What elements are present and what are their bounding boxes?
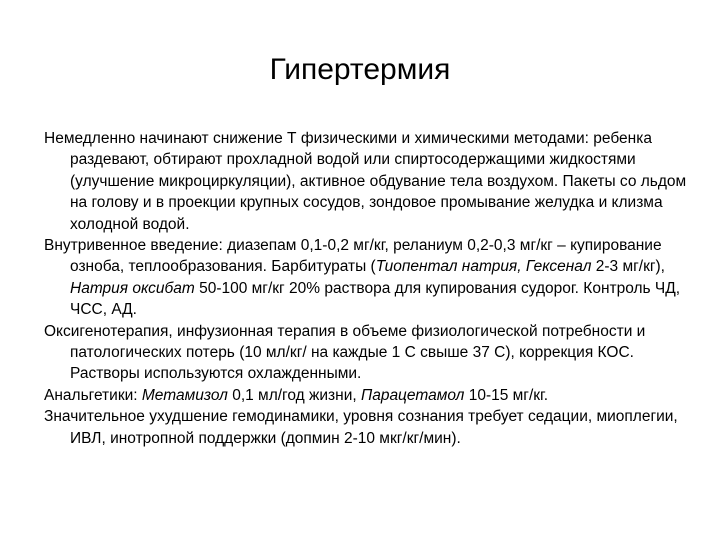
text-run: 0,1 мл/год жизни, <box>227 386 361 404</box>
text-run: Анальгетики: <box>44 386 142 404</box>
drug-name-italic: Парацетамол <box>360 386 465 404</box>
paragraph-iv-administration <box>44 235 696 321</box>
text-run: 50-100 мг/кг 20% раствора для купирования судорог. Контроль ЧД, ЧСС, АД. <box>70 279 681 319</box>
drug-name-italic: Натрия оксибат <box>70 279 195 297</box>
text-run: 2-3 мг/кг), <box>591 258 665 276</box>
text-run: Внутривенное введение: диазепам 0,1-0,2 мг/кг, реланиум 0,2-0,3 мг/кг – купирование озноба, теплообразования. Барбитураты ( <box>44 237 662 276</box>
paragraph-analgesics <box>44 385 696 406</box>
paragraph-physical-cooling <box>44 128 696 235</box>
slide-body <box>44 128 696 449</box>
drug-name-italic: Метамизол <box>141 386 228 404</box>
slide-title: Гипертермия <box>269 53 451 86</box>
text-run: Немедленно начинают снижение Т физическими и химическими методами: ребенка раздевают, обтирают прохладной водой или спиртосодержащими жидкостями (улучшение микроциркуляции), активное обдувание тела воздухом. Пакеты со льдом на голову и в проекции крупных сосудов, зондовое промывание желудка и клизма холодной водой. <box>44 130 687 233</box>
text-run: 10-15 мг/кг. <box>464 386 549 404</box>
paragraph-oxygen-therapy <box>44 321 696 385</box>
drug-name-italic: Тиопентал натрия, Гексенал <box>375 258 592 276</box>
paragraph-hemodynamics <box>44 406 696 449</box>
text-run: Значительное ухудшение гемодинамики, уровня сознания требует седации, миоплегии, ИВЛ, инотропной поддержки (допмин 2-10 мкг/кг/мин). <box>44 408 678 447</box>
text-run: Оксигенотерапия, инфузионная терапия в объеме физиологической потребности и патологических потерь (10 мл/кг/ на каждые 1 С свыше 37 С), коррекция КОС. Растворы используются охлажденными. <box>44 322 646 383</box>
